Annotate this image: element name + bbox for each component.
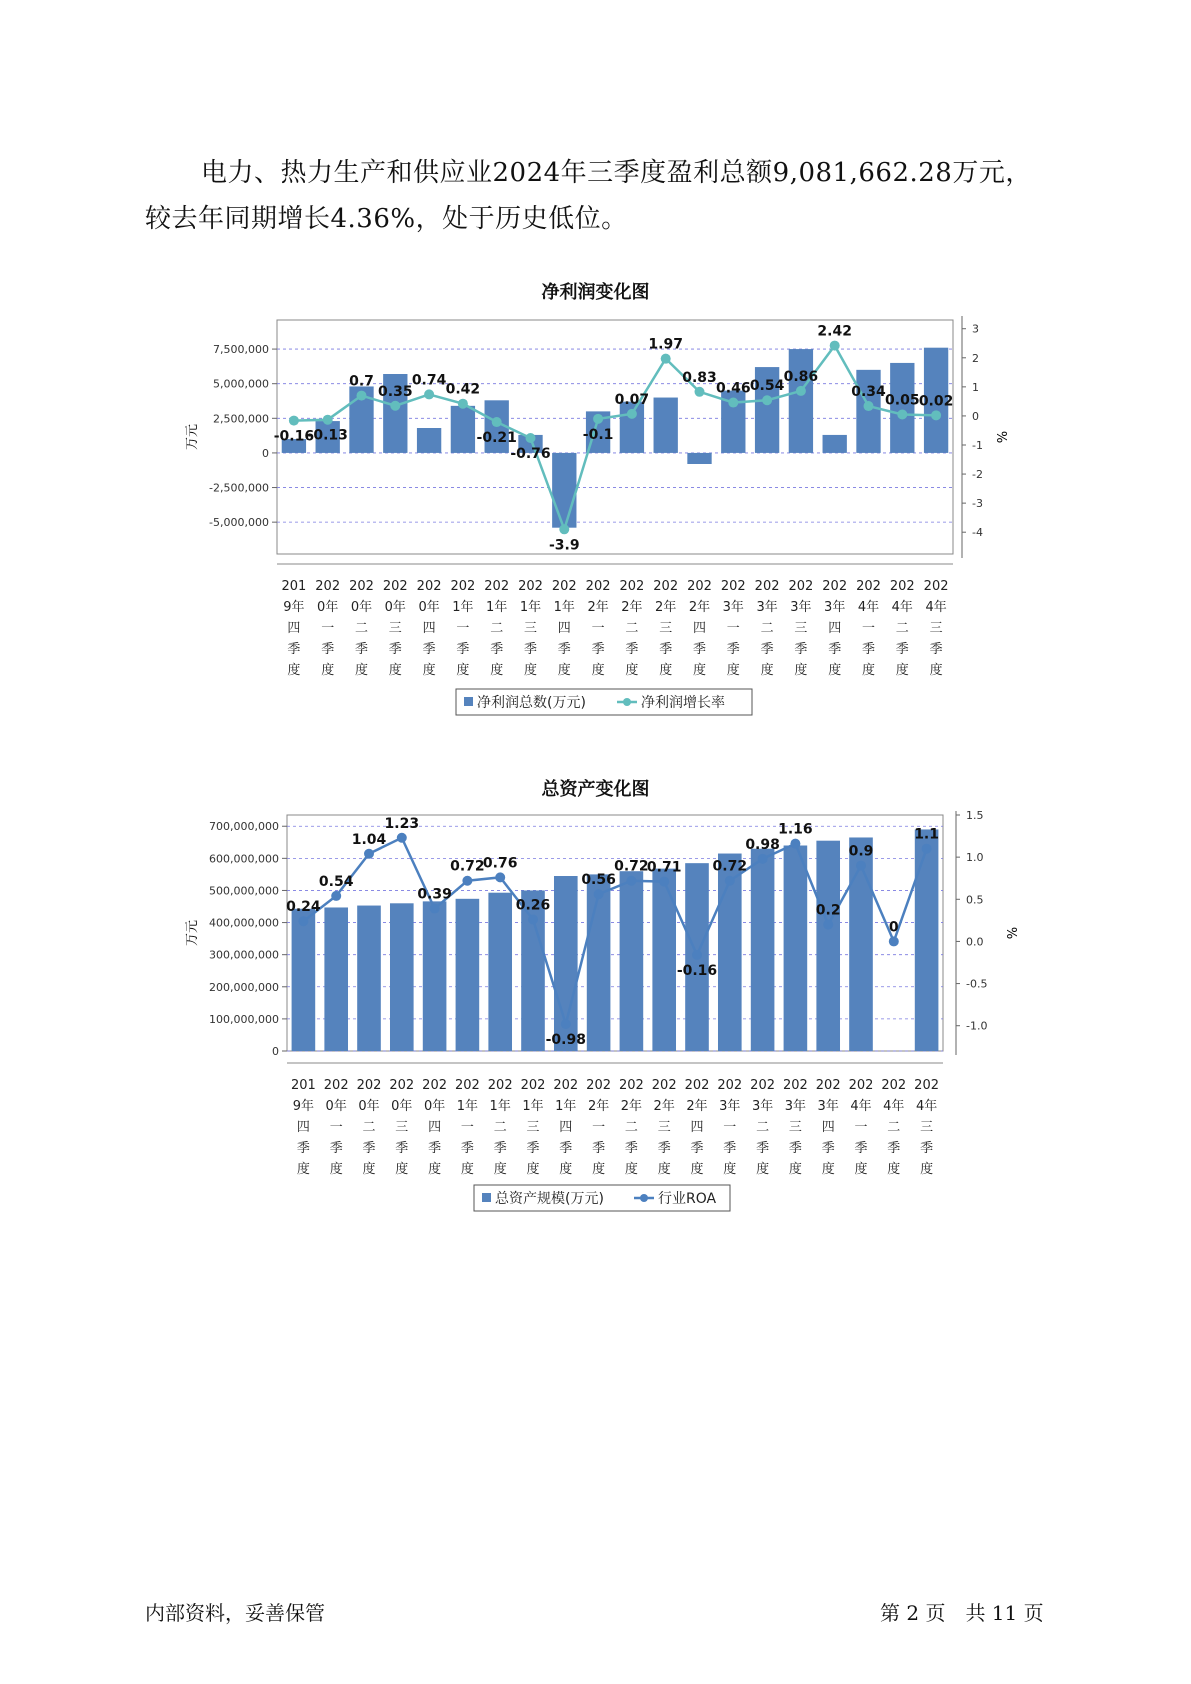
line-point xyxy=(430,904,440,914)
line-point xyxy=(661,354,671,364)
left-axis-tick: 300,000,000 xyxy=(209,948,279,962)
line-point xyxy=(889,936,899,946)
data-label: 0.71 xyxy=(646,859,682,876)
data-label: 1.23 xyxy=(384,815,420,832)
data-label: -0.1 xyxy=(582,426,614,443)
right-axis-tick: -0.5 xyxy=(966,977,988,991)
right-axis-tick: -3 xyxy=(972,497,983,511)
x-axis-tick: 202 1年二季度 xyxy=(484,579,510,678)
data-label: -0.16 xyxy=(676,962,718,979)
line-point xyxy=(357,391,367,401)
data-label: -3.9 xyxy=(548,537,580,554)
data-label: 0.05 xyxy=(885,392,920,409)
bar xyxy=(856,370,880,453)
x-axis-tick: 202 0年三季度 xyxy=(382,579,408,678)
bar xyxy=(417,428,441,453)
data-label: -0.98 xyxy=(545,1032,586,1049)
left-axis-tick: 500,000,000 xyxy=(209,884,279,898)
bar xyxy=(823,435,847,453)
bar xyxy=(687,453,711,464)
x-axis-tick: 202 0年四季度 xyxy=(422,1078,448,1177)
bar xyxy=(914,826,940,1051)
plot-area xyxy=(277,320,953,554)
right-axis-tick: -4 xyxy=(972,526,983,540)
line-point xyxy=(790,839,800,849)
bar xyxy=(751,849,775,1051)
x-axis-tick: 202 0年一季度 xyxy=(315,579,341,678)
total-assets-chart xyxy=(0,795,1191,1215)
line-point xyxy=(462,876,472,886)
right-axis-tick: 0.0 xyxy=(966,935,984,949)
data-label: 0.02 xyxy=(918,393,954,410)
line-point xyxy=(364,849,374,859)
x-axis-tick: 202 1年一季度 xyxy=(454,1078,480,1177)
x-axis-tick: 202 3年四季度 xyxy=(822,579,848,678)
x-axis-tick: 202 4年二季度 xyxy=(881,1078,907,1177)
line-point xyxy=(659,877,669,887)
x-axis-tick: 202 4年一季度 xyxy=(848,1078,874,1177)
data-label: 2.42 xyxy=(817,323,852,340)
data-label: 0.26 xyxy=(515,897,551,914)
right-axis-tick: 1.0 xyxy=(966,851,984,865)
left-axis-tick: -5,000,000 xyxy=(209,516,269,530)
line-point xyxy=(762,395,772,405)
left-axis-title: 万元 xyxy=(185,919,200,947)
line-point xyxy=(323,415,333,425)
line-point xyxy=(495,872,505,882)
left-axis-tick: 7,500,000 xyxy=(213,343,269,357)
x-axis-tick: 202 3年三季度 xyxy=(788,579,814,678)
data-label: 0.72 xyxy=(450,858,485,875)
footer-page-number: 第 2 页 共 11 页 xyxy=(880,1601,1044,1625)
line-point xyxy=(593,414,603,424)
line-point xyxy=(856,861,866,871)
left-axis-tick: 0 xyxy=(272,1045,279,1058)
bar xyxy=(390,903,414,1051)
footer-confidential: 内部资料，妥善保管 xyxy=(145,1601,325,1625)
right-axis-tick: -2 xyxy=(972,468,983,482)
line-point xyxy=(526,433,536,443)
x-axis-tick: 202 1年一季度 xyxy=(450,579,476,678)
line-point xyxy=(695,387,705,397)
legend-bar-label: 净利润总数(万元) xyxy=(477,695,586,711)
left-axis-tick: 200,000,000 xyxy=(209,980,279,994)
net-profit-chart xyxy=(0,300,1191,720)
bar xyxy=(784,846,808,1051)
legend-line-marker xyxy=(640,1194,648,1202)
data-label: 0.46 xyxy=(716,380,751,397)
line-point xyxy=(864,401,874,411)
line-point xyxy=(298,916,308,926)
right-axis-tick: -1.0 xyxy=(966,1019,988,1033)
data-label: 0.9 xyxy=(848,843,874,860)
left-axis-tick: -2,500,000 xyxy=(209,481,269,495)
line-point xyxy=(424,389,434,399)
bar xyxy=(552,453,576,528)
line-point xyxy=(897,409,907,419)
data-label: 0.42 xyxy=(445,381,481,398)
data-label: 0.72 xyxy=(712,858,748,875)
data-label: 1.97 xyxy=(648,336,683,353)
left-axis-tick: 600,000,000 xyxy=(209,852,279,866)
x-axis-tick: 202 3年一季度 xyxy=(720,579,746,678)
line-point xyxy=(626,876,636,886)
data-label: 0.98 xyxy=(745,836,780,853)
right-axis-title: % xyxy=(993,430,1008,444)
line-point xyxy=(830,341,840,351)
line-point xyxy=(528,915,538,925)
legend-line-label: 净利润增长率 xyxy=(641,695,725,711)
left-axis-tick: 0 xyxy=(262,446,269,460)
x-axis-tick: 202 0年一季度 xyxy=(323,1078,349,1177)
x-axis-tick: 202 4年一季度 xyxy=(856,579,881,678)
right-axis-tick: -1 xyxy=(972,438,983,452)
data-label: 0.34 xyxy=(851,384,886,401)
x-axis-tick: 202 4年三季度 xyxy=(923,579,949,678)
bar xyxy=(652,869,676,1051)
line-point xyxy=(922,844,932,854)
x-axis-tick: 202 3年二季度 xyxy=(754,579,780,678)
line-point xyxy=(796,386,806,396)
x-axis-tick: 201 9年四季度 xyxy=(290,1078,316,1177)
left-axis-tick: 100,000,000 xyxy=(209,1012,279,1026)
data-label: 0.54 xyxy=(749,378,785,395)
line-point xyxy=(492,417,502,427)
data-label: 0.24 xyxy=(286,899,321,916)
data-label: -0.16 xyxy=(273,428,315,445)
x-axis-tick: 202 0年四季度 xyxy=(416,579,442,678)
line-point xyxy=(390,401,400,411)
x-axis-tick: 202 3年三季度 xyxy=(782,1078,808,1177)
x-axis-tick: 202 4年二季度 xyxy=(889,579,915,678)
data-label: 0.35 xyxy=(378,383,413,400)
line-point xyxy=(758,854,768,864)
x-axis-tick: 202 1年四季度 xyxy=(551,579,577,678)
bar xyxy=(324,907,348,1051)
data-label: -0.21 xyxy=(476,430,517,447)
x-axis-tick: 202 4年三季度 xyxy=(914,1078,940,1177)
left-axis-tick: 5,000,000 xyxy=(213,377,269,391)
x-axis-tick: 202 2年四季度 xyxy=(684,1078,710,1177)
data-label: 0 xyxy=(888,919,899,936)
x-axis-tick: 202 1年四季度 xyxy=(553,1078,579,1177)
data-label: 1.04 xyxy=(351,831,387,848)
line-point xyxy=(559,524,569,534)
right-axis-tick: 3 xyxy=(972,322,979,336)
x-axis-tick: 202 2年一季度 xyxy=(586,1078,612,1177)
line-point xyxy=(728,398,738,408)
line-point xyxy=(627,409,637,419)
bar xyxy=(488,893,512,1051)
bar xyxy=(654,398,678,453)
data-label: 0.39 xyxy=(417,886,452,903)
x-axis-tick: 202 0年二季度 xyxy=(349,579,374,678)
x-axis-tick: 202 0年三季度 xyxy=(389,1078,415,1177)
x-axis-tick: 202 0年二季度 xyxy=(356,1078,382,1177)
x-axis-tick: 202 2年一季度 xyxy=(585,579,611,678)
right-axis-title: % xyxy=(1003,926,1018,940)
right-axis-tick: 1 xyxy=(972,380,979,394)
line-point xyxy=(331,891,341,901)
legend xyxy=(474,1185,730,1211)
line-point xyxy=(725,876,735,886)
legend-bar-label: 总资产规模(万元) xyxy=(495,1191,604,1207)
data-label: 0.07 xyxy=(614,391,650,408)
x-axis-tick: 202 1年三季度 xyxy=(518,579,543,678)
line-point xyxy=(397,833,407,843)
bar xyxy=(423,901,447,1051)
data-label: 0.56 xyxy=(581,872,616,889)
x-axis-tick: 202 2年四季度 xyxy=(687,579,712,678)
x-axis-tick: 202 2年三季度 xyxy=(651,1078,677,1177)
line-point xyxy=(823,920,833,930)
x-axis-tick: 202 2年二季度 xyxy=(619,579,645,678)
line-point xyxy=(289,416,299,426)
right-axis-tick: 1.5 xyxy=(966,809,984,822)
data-label: -0.76 xyxy=(510,446,551,463)
line-point xyxy=(692,950,702,960)
data-label: 1.16 xyxy=(778,821,813,838)
data-label: 0.86 xyxy=(783,368,819,385)
data-label: 1.1 xyxy=(914,826,940,843)
bar xyxy=(620,871,644,1051)
summary-paragraph: 电力、热力生产和供应业2024年三季度盈利总额9,081,662.28万元，较去年同期增长4.36%，处于历史低位。 xyxy=(145,158,1032,234)
data-label: 0.76 xyxy=(482,855,518,872)
data-label: 0.83 xyxy=(682,369,717,386)
line-point xyxy=(931,410,941,420)
bar xyxy=(456,899,480,1051)
legend-line-label: 行业ROA xyxy=(658,1191,717,1207)
x-axis-tick: 202 3年一季度 xyxy=(717,1078,743,1177)
bar xyxy=(451,406,475,453)
bar xyxy=(587,874,611,1051)
legend xyxy=(456,689,752,715)
data-label: 0.54 xyxy=(318,873,354,890)
x-axis-tick: 202 2年三季度 xyxy=(653,579,679,678)
left-axis-tick: 400,000,000 xyxy=(209,916,279,930)
x-axis-tick: 202 1年三季度 xyxy=(520,1078,546,1177)
data-label: -0.13 xyxy=(307,427,348,444)
right-axis-tick: 0 xyxy=(972,409,979,423)
data-label: 0.7 xyxy=(349,373,374,390)
chart-title-total-assets: 总资产变化图 xyxy=(541,779,650,800)
left-axis-tick: 2,500,000 xyxy=(213,412,269,426)
x-axis-tick: 202 3年二季度 xyxy=(750,1078,776,1177)
bar xyxy=(357,906,381,1051)
bar xyxy=(816,841,840,1051)
line-point xyxy=(594,889,604,899)
x-axis-tick: 202 1年二季度 xyxy=(487,1078,513,1177)
data-label: 0.2 xyxy=(815,902,841,919)
line-point xyxy=(561,1019,571,1029)
x-axis-tick: 202 2年二季度 xyxy=(618,1078,644,1177)
right-axis-tick: 2 xyxy=(972,351,979,365)
x-axis-tick: 202 3年四季度 xyxy=(815,1078,841,1177)
bar xyxy=(292,909,316,1051)
chart-title-net-profit: 净利润变化图 xyxy=(541,282,650,303)
x-axis-tick: 201 9年四季度 xyxy=(281,579,307,678)
data-label: 0.74 xyxy=(411,372,447,389)
line-point xyxy=(458,399,468,409)
left-axis-title: 万元 xyxy=(185,423,200,451)
legend-bar-swatch xyxy=(464,697,473,706)
plot-area xyxy=(287,815,943,1051)
legend-line-marker xyxy=(623,698,631,706)
data-label: 0.72 xyxy=(614,858,649,875)
left-axis-tick: 700,000,000 xyxy=(209,820,279,834)
bar xyxy=(789,349,813,453)
right-axis-tick: 0.5 xyxy=(966,893,984,907)
legend-bar-swatch xyxy=(482,1193,491,1202)
